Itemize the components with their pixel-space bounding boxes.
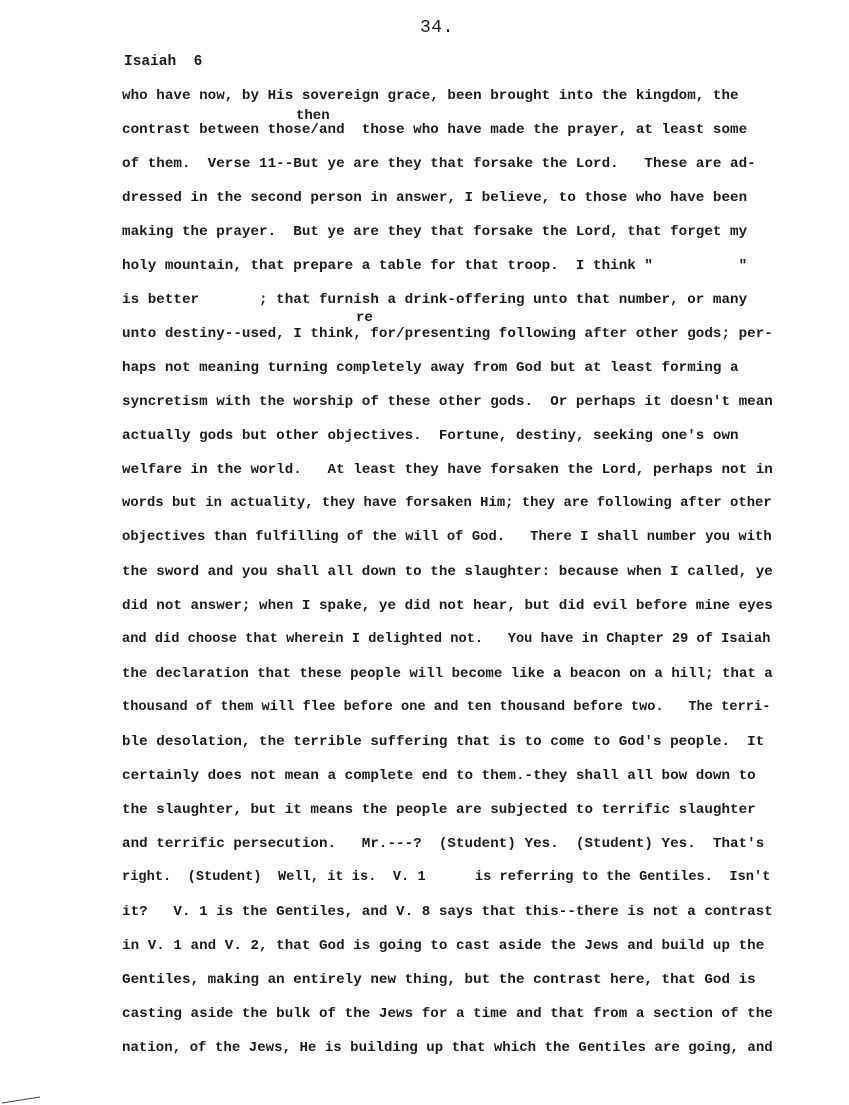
text-line: contrast between those/and those who have made the prayer, at least some: [122, 122, 748, 138]
text-line: nation, of the Jews, He is building up that which the Gentiles are going, and: [122, 1040, 773, 1056]
text-line: and did choose that wherein I delighted not. You have in Chapter 29 of Isaiah: [122, 632, 771, 647]
interlinear-insertion-re: re: [356, 310, 373, 326]
text-line: the declaration that these people will become like a beacon on a hill; that a: [122, 666, 773, 682]
text-line: unto destiny--used, I think, for/presenting following after other gods; per-: [122, 326, 773, 342]
text-line: it? V. 1 is the Gentiles, and V. 8 says that this--there is not a contrast: [122, 904, 773, 920]
text-line: certainly does not mean a complete end to them.-they shall all bow down to: [122, 768, 756, 784]
text-line: casting aside the bulk of the Jews for a time and that from a section of the: [122, 1006, 773, 1022]
scan-edge-mark: [0, 1093, 60, 1105]
text-line: holy mountain, that prepare a table for that troop. I think " ": [122, 258, 748, 274]
text-line: haps not meaning turning completely away from God but at least forming a: [122, 360, 739, 376]
text-line: thousand of them will flee before one and ten thousand before two. The terri-: [122, 700, 771, 715]
text-line: who have now, by His sovereign grace, been brought into the kingdom, the: [122, 88, 739, 104]
text-line: in V. 1 and V. 2, that God is going to cast aside the Jews and build up the: [122, 938, 765, 954]
page-number: 34.: [420, 18, 454, 38]
text-line: did not answer; when I spake, ye did not hear, but did evil before mine eyes: [122, 598, 773, 614]
section-heading: Isaiah 6: [124, 54, 203, 70]
interlinear-insertion-then: then: [296, 108, 330, 124]
text-line: of them. Verse 11--But ye are they that forsake the Lord. These are ad-: [122, 156, 756, 172]
text-line: welfare in the world. At least they have forsaken the Lord, perhaps not in: [122, 462, 773, 478]
text-line: and terrific persecution. Mr.---? (Student) Yes. (Student) Yes. That's: [122, 836, 765, 852]
text-line: dressed in the second person in answer, I believe, to those who have been: [122, 190, 748, 206]
text-line: right. (Student) Well, it is. V. 1 is referring to the Gentiles. Isn't: [122, 870, 771, 885]
text-line: Gentiles, making an entirely new thing, but the contrast here, that God is: [122, 972, 756, 988]
text-line: is better ; that furnish a drink-offering unto that number, or many: [122, 292, 748, 308]
text-line: objectives than fulfilling of the will of God. There I shall number you with: [122, 530, 772, 545]
text-line: making the prayer. But ye are they that forsake the Lord, that forget my: [122, 224, 748, 240]
text-line: syncretism with the worship of these other gods. Or perhaps it doesn't mean: [122, 394, 773, 410]
text-line: words but in actuality, they have forsaken Him; they are following after other: [122, 496, 772, 511]
text-line: ble desolation, the terrible suffering that is to come to God's people. It: [122, 734, 765, 750]
text-line: actually gods but other objectives. Fortune, destiny, seeking one's own: [122, 428, 739, 444]
text-line: the slaughter, but it means the people are subjected to terrific slaughter: [122, 802, 756, 818]
text-line: the sword and you shall all down to the slaughter: because when I called, ye: [122, 564, 773, 580]
